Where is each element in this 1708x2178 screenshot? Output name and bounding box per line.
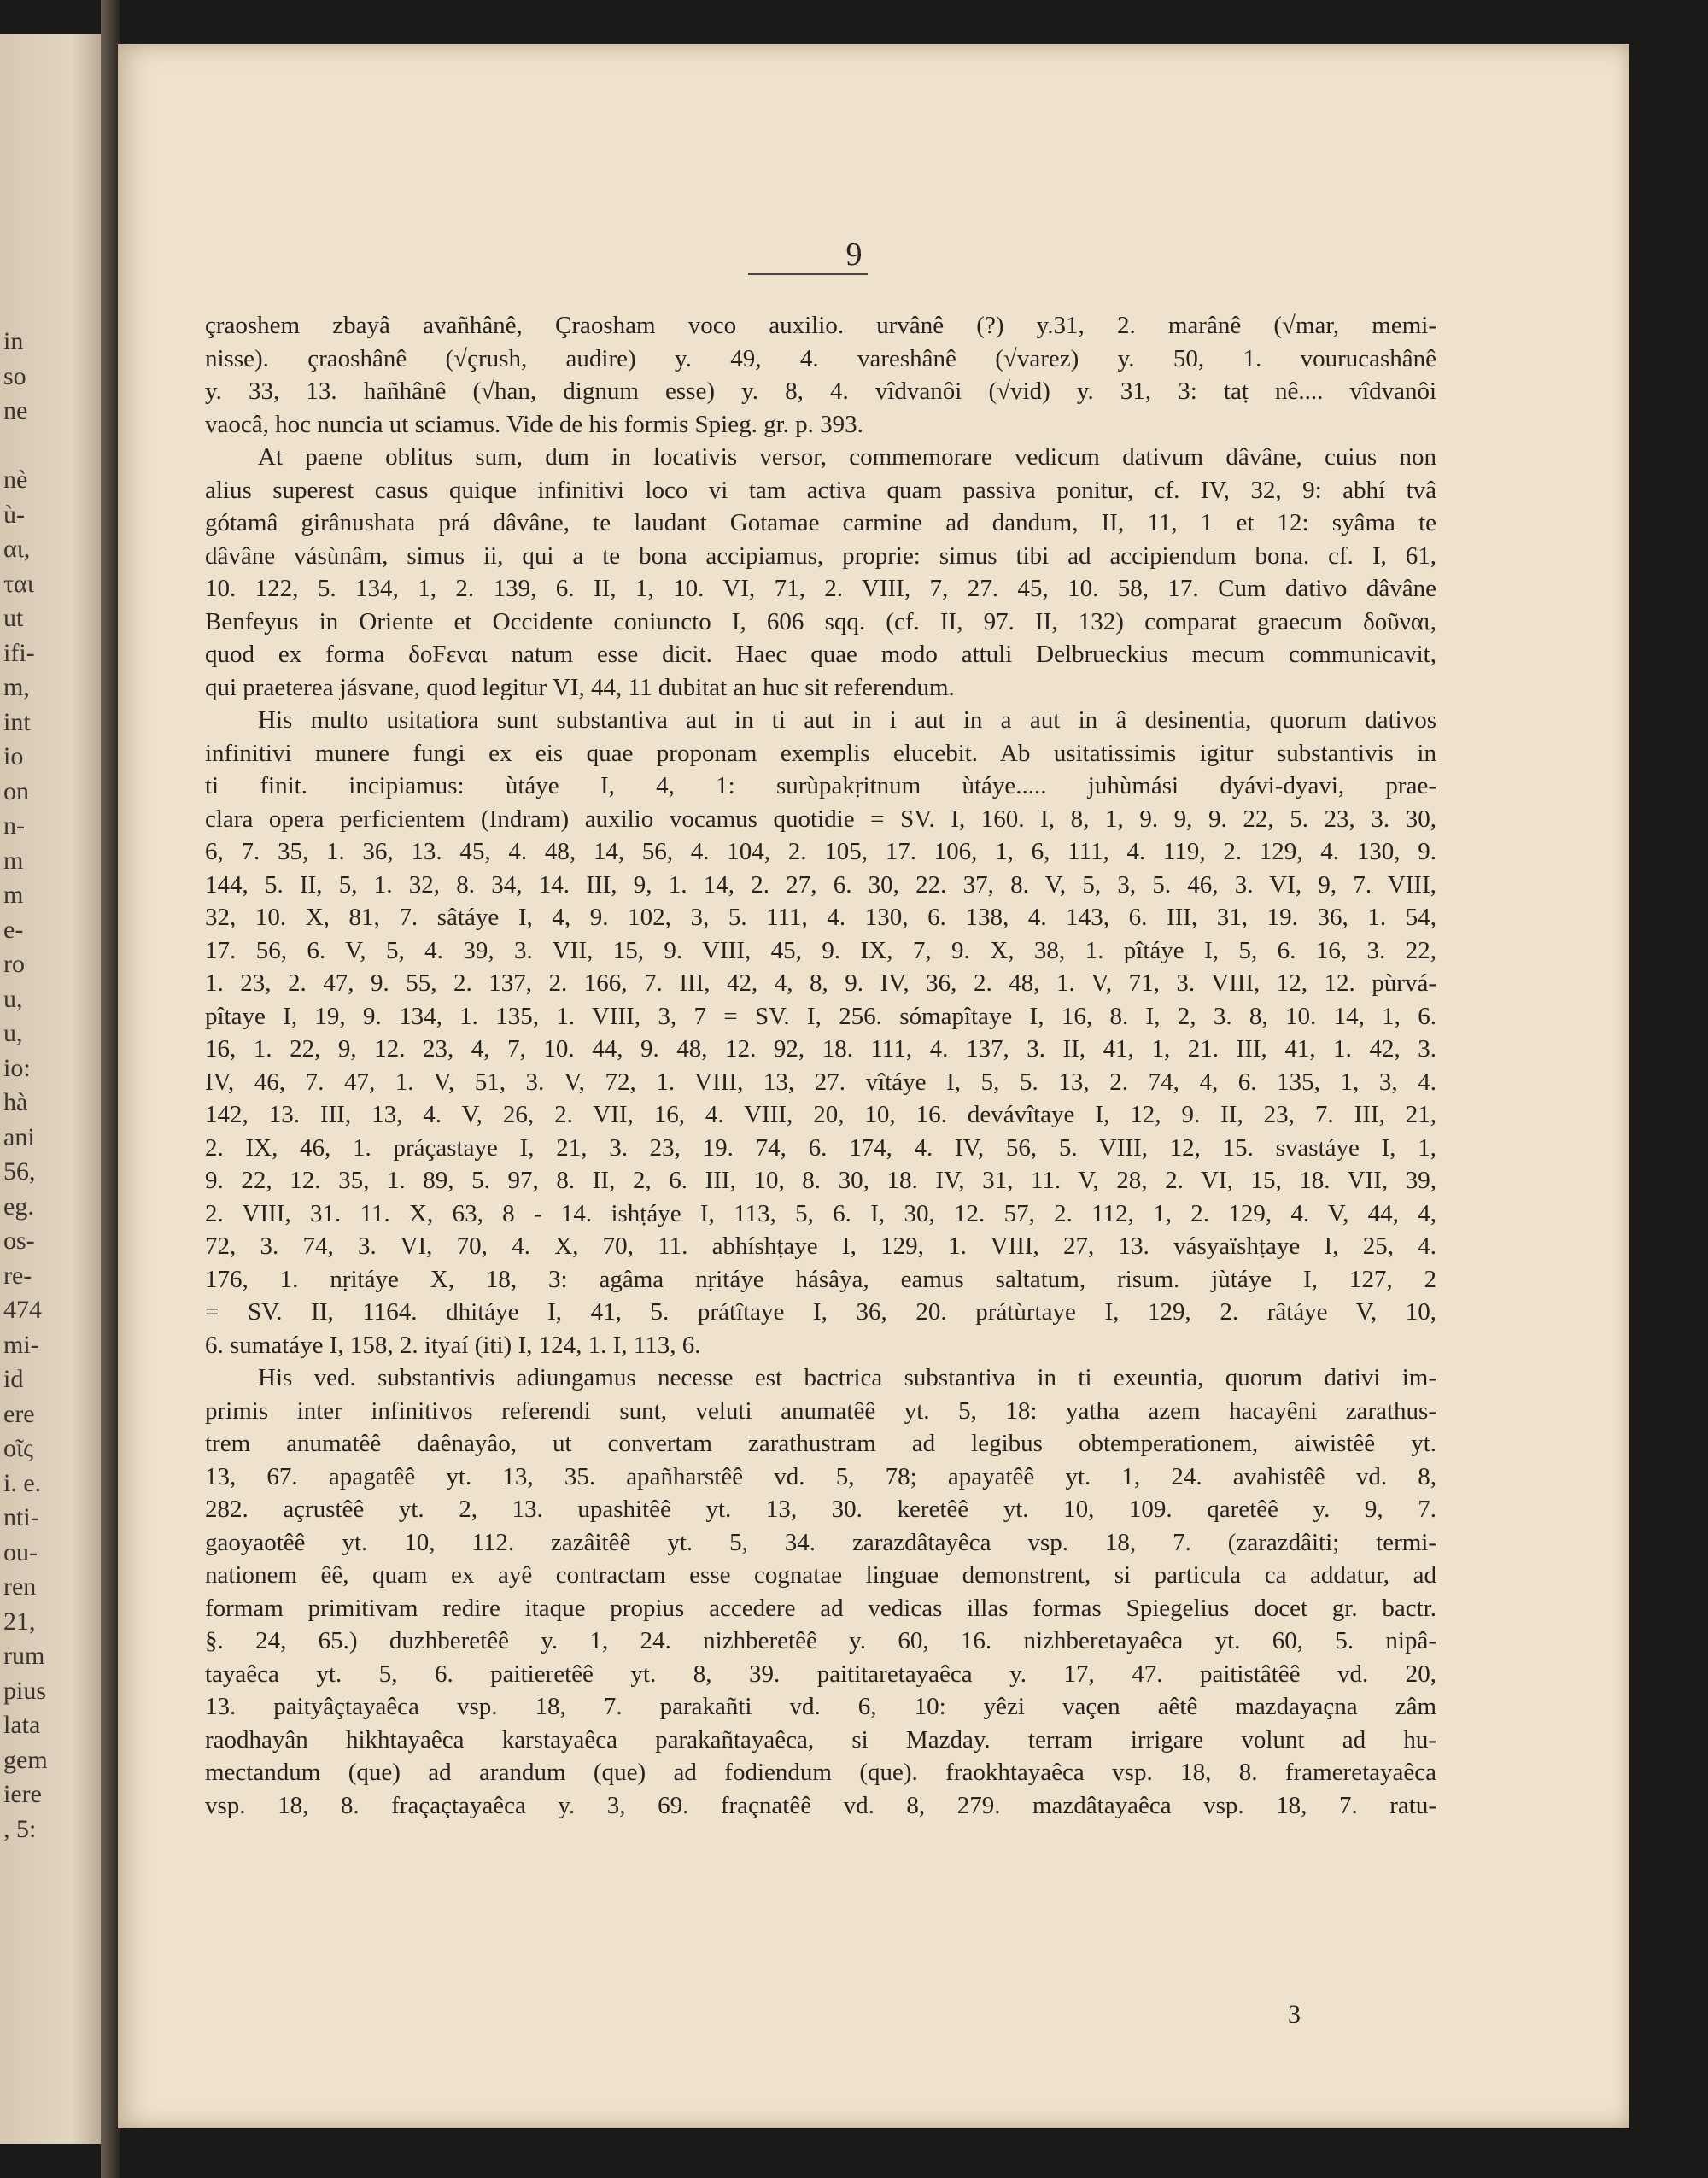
adjacent-page-fragment: hà — [3, 1088, 28, 1116]
text-line: 176, 1. nṛitáye X, 18, 3: agâma nṛitáye hásâya, eamus saltatum, risum. jùtáye I, 127, 2 — [205, 1265, 1436, 1293]
adjacent-page-fragment: e- — [3, 915, 24, 944]
adjacent-page-fragment: gem — [3, 1745, 48, 1774]
adjacent-page-fragment: ani — [3, 1122, 35, 1151]
adjacent-page-edge — [0, 34, 102, 2144]
adjacent-page-fragment: ut — [3, 604, 24, 632]
text-line: infinitivi munere fungi ex eis quae proponam exemplis elucebit. Ab usitatissimis igitur substantivis in — [205, 739, 1436, 767]
text-line: mectandum (que) ad arandum (que) ad fodiendum (que). fraokhtayaêca vsp. 18, 8. frameretayaêca — [205, 1759, 1436, 1786]
text-line: 2. VIII, 31. 11. X, 63, 8 - 14. ishṭáye I, 113, 5, 6. I, 30, 12. 57, 2. 112, 1, 2. 129, 4. V, 44, 4, — [205, 1199, 1436, 1227]
adjacent-page-fragment: αι, — [3, 535, 31, 563]
text-line: His ved. substantivis adiungamus necesse est bactrica substantiva in ti exeuntia, quorum dativi im- — [258, 1364, 1436, 1391]
text-line: At paene oblitus sum, dum in locativis versor, commemorare vedicum dativum dâvâne, cuius non — [258, 443, 1436, 471]
text-line: 13. paityâçtayaêca vsp. 18, 7. parakañti vd. 6, 10: yêzi vaçen aêtê mazdayaçna zâm — [205, 1693, 1436, 1720]
text-line: 1. 23, 2. 47, 9. 55, 2. 137, 2. 166, 7. III, 42, 4, 8, 9. IV, 36, 2. 48, 1. V, 71, 3. VIII, 12, 12. pùrvá- — [205, 969, 1436, 997]
text-line: trem anumatêê daênayâo, ut convertam zarathustram ad legibus obtemperationem, aiwistêê yt. — [205, 1430, 1436, 1457]
text-line: clara opera perficientem (Indram) auxilio vocamus quotidie = SV. I, 160. I, 8, 1, 9. 9, 9. 22, 5. 23, 3. 30, — [205, 805, 1436, 833]
adjacent-page-fragment: ou- — [3, 1537, 38, 1566]
text-line: nationem êê, quam ex ayê contractam esse cognatae linguae demonstrent, si particula ca addatur, ad — [205, 1561, 1436, 1589]
adjacent-page-fragment: ne — [3, 396, 28, 424]
text-line: 32, 10. X, 81, 7. sâtáye I, 4, 9. 102, 3, 5. 111, 4. 130, 6. 138, 4. 143, 6. III, 31, 19. 36, 1. 54, — [205, 904, 1436, 931]
adjacent-page-fragment: i. e. — [3, 1468, 42, 1497]
text-line: IV, 46, 7. 47, 1. V, 51, 3. V, 72, 1. VIII, 13, 27. vîtáye I, 5, 5. 13, 2. 74, 4, 6. 135, 1, 3, 4. — [205, 1068, 1436, 1096]
adjacent-page-fragment: 56, — [3, 1157, 36, 1186]
text-line: qui praeterea jásvane, quod legitur VI, 44, 11 dubitat an huc sit referendum. — [205, 673, 955, 701]
text-line: 72, 3. 74, 3. VI, 70, 4. X, 70, 11. abhíshṭaye I, 129, 1. VIII, 27, 13. vásyaïshṭaye I, 25, 4. — [205, 1232, 1436, 1260]
text-line: 17. 56, 6. V, 5, 4. 39, 3. VII, 15, 9. VIII, 45, 9. IX, 7, 9. X, 38, 1. pîtáye I, 5, 6. 16, 3. 22, — [205, 936, 1436, 964]
adjacent-page-fragment: m — [3, 881, 24, 909]
adjacent-page-fragment: ù- — [3, 500, 25, 529]
text-line: §. 24, 65.) duzhberetêê y. 1, 24. nizhberetêê y. 60, 16. nizhberetayaêca yt. 60, 5. nipâ- — [205, 1627, 1436, 1654]
adjacent-page-fragment: io: — [3, 1053, 31, 1082]
text-line: His multo usitatiora sunt substantiva aut in ti aut in i aut in a aut in â desinentia, quorum dativos — [258, 706, 1436, 734]
adjacent-page-fragment: iere — [3, 1780, 42, 1808]
text-line: nisse). çraoshânê (√çrush, audire) y. 49, 4. vareshânê (√varez) y. 50, 1. vourucashânê — [205, 344, 1436, 372]
book-gutter — [101, 0, 120, 2178]
text-line: 10. 122, 5. 134, 1, 2. 139, 6. II, 1, 10. VI, 71, 2. VIII, 7, 27. 45, 10. 58, 17. Cum dativo dâvâne — [205, 575, 1436, 602]
signature-mark: 3 — [1288, 2000, 1301, 2029]
adjacent-page-fragment: ro — [3, 950, 25, 978]
adjacent-page-fragment: ifi- — [3, 638, 35, 667]
adjacent-page-fragment: int — [3, 707, 31, 736]
adjacent-page-fragment: m, — [3, 673, 30, 701]
adjacent-page-fragment: mi- — [3, 1330, 39, 1359]
text-line: = SV. II, 1164. dhitáye I, 41, 5. prátîtaye I, 36, 20. prátùrtaye I, 129, 2. râtáye V, 10, — [205, 1298, 1436, 1326]
text-line: 6. sumatáye I, 158, 2. ityaí (iti) I, 124, 1. I, 113, 6. — [205, 1331, 701, 1359]
adjacent-page-fragment: on — [3, 776, 29, 805]
adjacent-page-fragment: eg. — [3, 1191, 34, 1221]
adjacent-page-fragment: io — [3, 742, 24, 770]
adjacent-page-fragment: u, — [3, 1019, 23, 1047]
text-line: tayaêca yt. 5, 6. paitieretêê yt. 8, 39. paititaretayaêca y. 17, 47. paitistâtêê vd. 20, — [205, 1660, 1436, 1688]
adjacent-page-fragment: u, — [3, 984, 23, 1013]
adjacent-page-fragment: in — [3, 327, 24, 355]
text-line: Benfeyus in Oriente et Occidente coniuncto I, 606 sqq. (cf. II, 97. II, 132) comparat graecum δοῦναι, — [205, 607, 1436, 635]
adjacent-page-fragment: id — [3, 1365, 24, 1393]
adjacent-page-fragment: os- — [3, 1227, 35, 1255]
adjacent-page-fragment: , 5: — [3, 1814, 37, 1843]
page-number: 9 — [845, 237, 863, 272]
text-line: y. 33, 13. hañhânê (√han, dignum esse) y. 8, 4. vîdvanôi (√vid) y. 31, 3: taṭ nê.... vîdvanôi — [205, 378, 1436, 405]
adjacent-page-fragment: rum — [3, 1642, 45, 1670]
text-line: gótamâ girânushata prá dâvâne, te laudant Gotamae carmine ad dandum, II, 11, 1 et 12: syâma te — [205, 509, 1436, 536]
text-line: ti finit. incipiamus: ùtáye I, 4, 1: surùpakṛitnum ùtáye..... juhùmási dyávi-dyavi, prae- — [205, 772, 1436, 799]
text-line: 16, 1. 22, 9, 12. 23, 4, 7, 10. 44, 9. 48, 12. 92, 18. 111, 4. 137, 3. II, 41, 1, 21. III, 41, 1. 42, 3. — [205, 1035, 1436, 1063]
text-line: 9. 22, 12. 35, 1. 89, 5. 97, 8. II, 2, 6. III, 10, 8. 30, 18. IV, 31, 11. V, 28, 2. VI, 15, 18. VII, 39, — [205, 1167, 1436, 1194]
body-text — [205, 309, 1436, 1822]
adjacent-page-fragment: nè — [3, 465, 28, 494]
text-line: vsp. 18, 8. fraçaçtayaêca y. 3, 69. fraçnatêê vd. 8, 279. mazdâtayaêca vsp. 18, 7. ratu- — [205, 1791, 1436, 1819]
adjacent-page-fragment: m — [3, 846, 24, 875]
text-line: quod ex forma δοϜεναι natum esse dicit. Haec quae modo attuli Delbrueckius mecum communicavit, — [205, 641, 1436, 668]
text-line: 282. açrustêê yt. 2, 13. upashitêê yt. 13, 30. keretêê yt. 10, 109. qaretêê y. 9, 7. — [205, 1496, 1436, 1523]
adjacent-page-fragment: pius — [3, 1676, 47, 1705]
text-line: 6, 7. 35, 1. 36, 13. 45, 4. 48, 14, 56, 4. 104, 2. 105, 17. 106, 1, 6, 111, 4. 119, 2. 129, 4. 130, 9. — [205, 838, 1436, 865]
text-line: raodhayân hikhtayaêca karstayaêca parakañtayaêca, si Mazday. terram irrigare volunt ad hu- — [205, 1725, 1436, 1754]
text-line: formam primitivam redire itaque propius accedere ad vedicas illas formas Spiegelius docet gr. bactr. — [205, 1594, 1436, 1622]
text-line: dâvâne vásùnâm, simus ii, qui a te bona accipiamus, proprie: simus tibi ad accipiendum bona. cf. I, 61, — [205, 542, 1436, 570]
text-line: 2. IX, 46, 1. práçastaye I, 21, 3. 23, 19. 74, 6. 174, 4. IV, 56, 5. VIII, 12, 15. svastáye I, 1, — [205, 1133, 1436, 1162]
adjacent-page-fragment: n- — [3, 811, 25, 840]
text-line: vaocâ, hoc nuncia ut sciamus. Vide de his formis Spieg. gr. p. 393. — [205, 410, 863, 438]
text-line: 142, 13. III, 13, 4. V, 26, 2. VII, 16, 4. VIII, 20, 10, 16. devávîtaye I, 12, 9. II, 23, 7. III, 21, — [205, 1101, 1436, 1128]
text-line: 144, 5. II, 5, 1. 32, 8. 34, 14. III, 9, 1. 14, 2. 27, 6. 30, 22. 37, 8. V, 5, 3, 5. 46, 3. VI, 9, 7. VIII, — [205, 870, 1436, 899]
text-line: gaoyaotêê yt. 10, 112. zazâitêê yt. 5, 34. zarazdâtayêca vsp. 18, 7. (zarazdâiti; termi- — [205, 1528, 1436, 1556]
text-line: primis inter infinitivos referendi sunt, veluti anumatêê yt. 5, 18: yatha azem hacayêni zarathus- — [205, 1396, 1436, 1425]
text-line: çraoshem zbayâ avañhânê, Çraosham voco auxilio. urvânê (?) y.31, 2. marânê (√mar, memi- — [205, 312, 1436, 339]
adjacent-page-fragment: 474 — [3, 1296, 42, 1324]
adjacent-page-fragment: re- — [3, 1261, 32, 1290]
adjacent-page-fragment: 21, — [3, 1607, 36, 1636]
adjacent-page-fragment: lata — [3, 1711, 41, 1739]
adjacent-page-fragment — [3, 429, 97, 464]
adjacent-page-fragments — [3, 325, 97, 1847]
text-line: 13, 67. apagatêê yt. 13, 35. apañharstêê vd. 5, 78; apayatêê yt. 1, 24. avahistêê vd. 8, — [205, 1462, 1436, 1490]
header-rule — [748, 273, 868, 275]
text-line: alius superest casus quique infinitivi loco vi tam activa quam passiva ponitur, cf. IV, 32, 9: abhí tvâ — [205, 476, 1436, 504]
adjacent-page-fragment: οῖς — [3, 1434, 33, 1462]
adjacent-page-fragment: ται — [3, 569, 34, 598]
adjacent-page-fragment: so — [3, 361, 26, 390]
adjacent-page-fragment: ren — [3, 1572, 37, 1601]
text-line: pîtaye I, 19, 9. 134, 1. 135, 1. VIII, 3, 7 = SV. I, 256. sómapîtaye I, 16, 8. I, 2, 3. 8, 10. 14, 1, 6. — [205, 1002, 1436, 1030]
adjacent-page-fragment: ere — [3, 1399, 35, 1428]
adjacent-page-fragment: nti- — [3, 1503, 39, 1531]
